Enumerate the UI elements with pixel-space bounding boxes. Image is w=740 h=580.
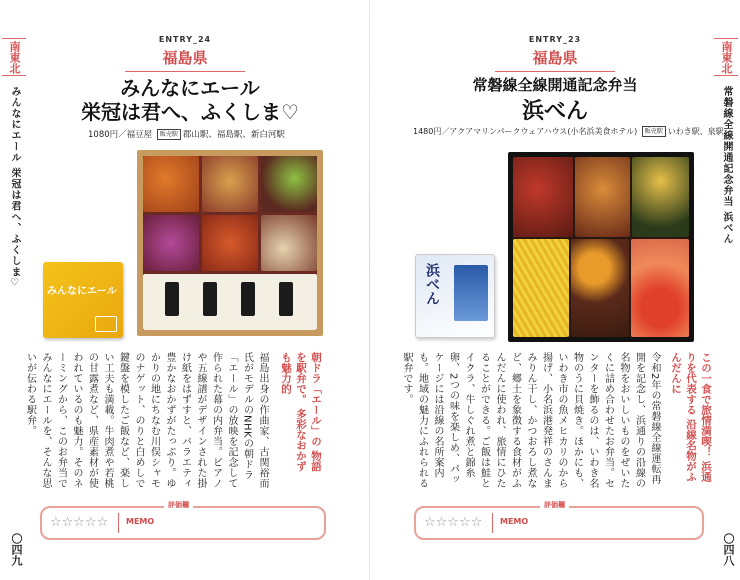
title-line-1: みんなにエール — [120, 76, 260, 100]
catch-copy: 朝ドラ「エール」の 物語を駅弁で。 多彩なおかずも魅力的 — [280, 352, 322, 472]
dish-vegetable — [261, 156, 317, 212]
piano-icon — [95, 316, 117, 332]
bento-grid — [143, 156, 317, 330]
dish-salmon-ikura — [631, 239, 689, 337]
bento-photo — [137, 150, 323, 336]
dish-kinshi-egg — [513, 239, 569, 337]
title-line-2: 浜べん — [521, 99, 588, 124]
station-badge: 販売駅 — [157, 129, 181, 140]
prefecture: 福島県 — [125, 47, 245, 72]
dish-nugget — [202, 215, 258, 271]
package-photo — [415, 254, 495, 338]
star-rating[interactable]: ☆☆☆☆☆ — [50, 515, 109, 530]
dish-grilled — [513, 157, 573, 237]
price-maker: 1080円／福豆屋 — [88, 130, 153, 140]
title-line-1: 常磐線全線開通記念弁当 — [472, 76, 638, 94]
page-number: 〇四八 — [722, 533, 735, 566]
memo-divider — [118, 513, 119, 533]
dish-karaage — [143, 156, 199, 212]
rating-label: 評価欄 — [164, 500, 193, 510]
title-line-2: 栄冠は君へ、ふくしま♡ — [81, 100, 299, 124]
page-number: 〇四九 — [10, 533, 23, 566]
nori-key — [203, 282, 217, 316]
stations: 郡山駅、福島駅、新白河駅 — [182, 130, 285, 140]
nori-key — [279, 282, 293, 316]
star-rating[interactable]: ☆☆☆☆☆ — [424, 515, 483, 530]
nori-key — [165, 282, 179, 316]
memo-label: MEMO — [126, 517, 155, 526]
rating-box — [40, 501, 326, 540]
route-map-icon — [454, 265, 488, 321]
station-badge: 販売駅 — [642, 126, 666, 137]
bento-grid — [513, 157, 689, 337]
dish-rice-keyboard — [143, 274, 317, 330]
nori-key — [241, 282, 255, 316]
dish-lotus — [261, 215, 317, 271]
package-label: みんなにエール — [47, 286, 117, 297]
package-photo — [43, 262, 123, 338]
rating-box — [414, 501, 704, 540]
dish-fish — [202, 156, 258, 212]
price-maker-line — [413, 126, 724, 137]
dish-mehikari — [575, 157, 630, 237]
price-maker: 1480円／アクアマリンパークウェアハウス(小名浜美食ホテル) — [413, 127, 638, 136]
side-running-title: みんなにエール 栄冠は君へ、ふくしま♡ — [9, 86, 20, 290]
package-label: 浜べん — [424, 263, 440, 305]
memo-label: MEMO — [500, 517, 529, 526]
entry-id: ENTRY_23 — [528, 35, 582, 44]
rating-label: 評価欄 — [540, 500, 569, 510]
dish-pickles — [143, 215, 199, 271]
body-text: 福島出身の作曲家、古関裕而氏がモデルのNHKの朝ドラ「エール」の放映を記念して作られた幕の内弁当。ピアノや五線譜がデザインされた掛け紙をはずすと、バラエティ豊かなおかずがたっぷり。ゆかりの地にちなむ川俣シャモのナゲット、のりと白めしで鍵盤を模したご飯など、楽しい工夫も満載。牛肉煮や若桃の甘露煮など、県産素材が使われているのも魅力。そのネーミングから、このお弁当でみんなにエールを、そんな思いが伝わる駅弁。 — [24, 352, 268, 489]
price-maker-line — [88, 128, 285, 140]
side-running-title: 常磐線全線開通記念弁当 浜べん — [721, 86, 732, 245]
entry-id: ENTRY_24 — [158, 35, 212, 44]
region-tab: 南東北 — [2, 38, 26, 76]
body-text: 令和2年の常磐線全線運転再開を記念し、浜通りの沿線の名物をおいしいものをぜいたくに詰め合わせたお弁当。センターを飾るのは、いわき名物のうに貝焼き。ほかにも、いわき市の魚メヒカリのから揚げ、小名浜港発祥のさんまみりん干し、かつおろし煮など、郷土を象徴する食材がふんだんに使われ、旅情にひたることができる。ご飯は鮭とイクラ、牛しぐれ煮と錦糸卵、2つの味を楽しめ、パッケージには沿線の名所案内も。地域の魅力にふれられる駅弁です。 — [401, 352, 660, 489]
dish-uni-beef — [571, 239, 629, 337]
prefecture: 福島県 — [495, 47, 615, 72]
bento-photo — [508, 152, 694, 342]
stations: いわき駅、泉駅 — [667, 127, 724, 136]
catch-copy: この一食で旅情満喫！ 浜通りを代表する 沿線名物がふんだんに — [670, 352, 712, 482]
region-tab: 南東北 — [714, 38, 738, 76]
dish-tamago — [632, 157, 689, 237]
page-right — [370, 0, 740, 580]
memo-divider — [492, 513, 493, 533]
